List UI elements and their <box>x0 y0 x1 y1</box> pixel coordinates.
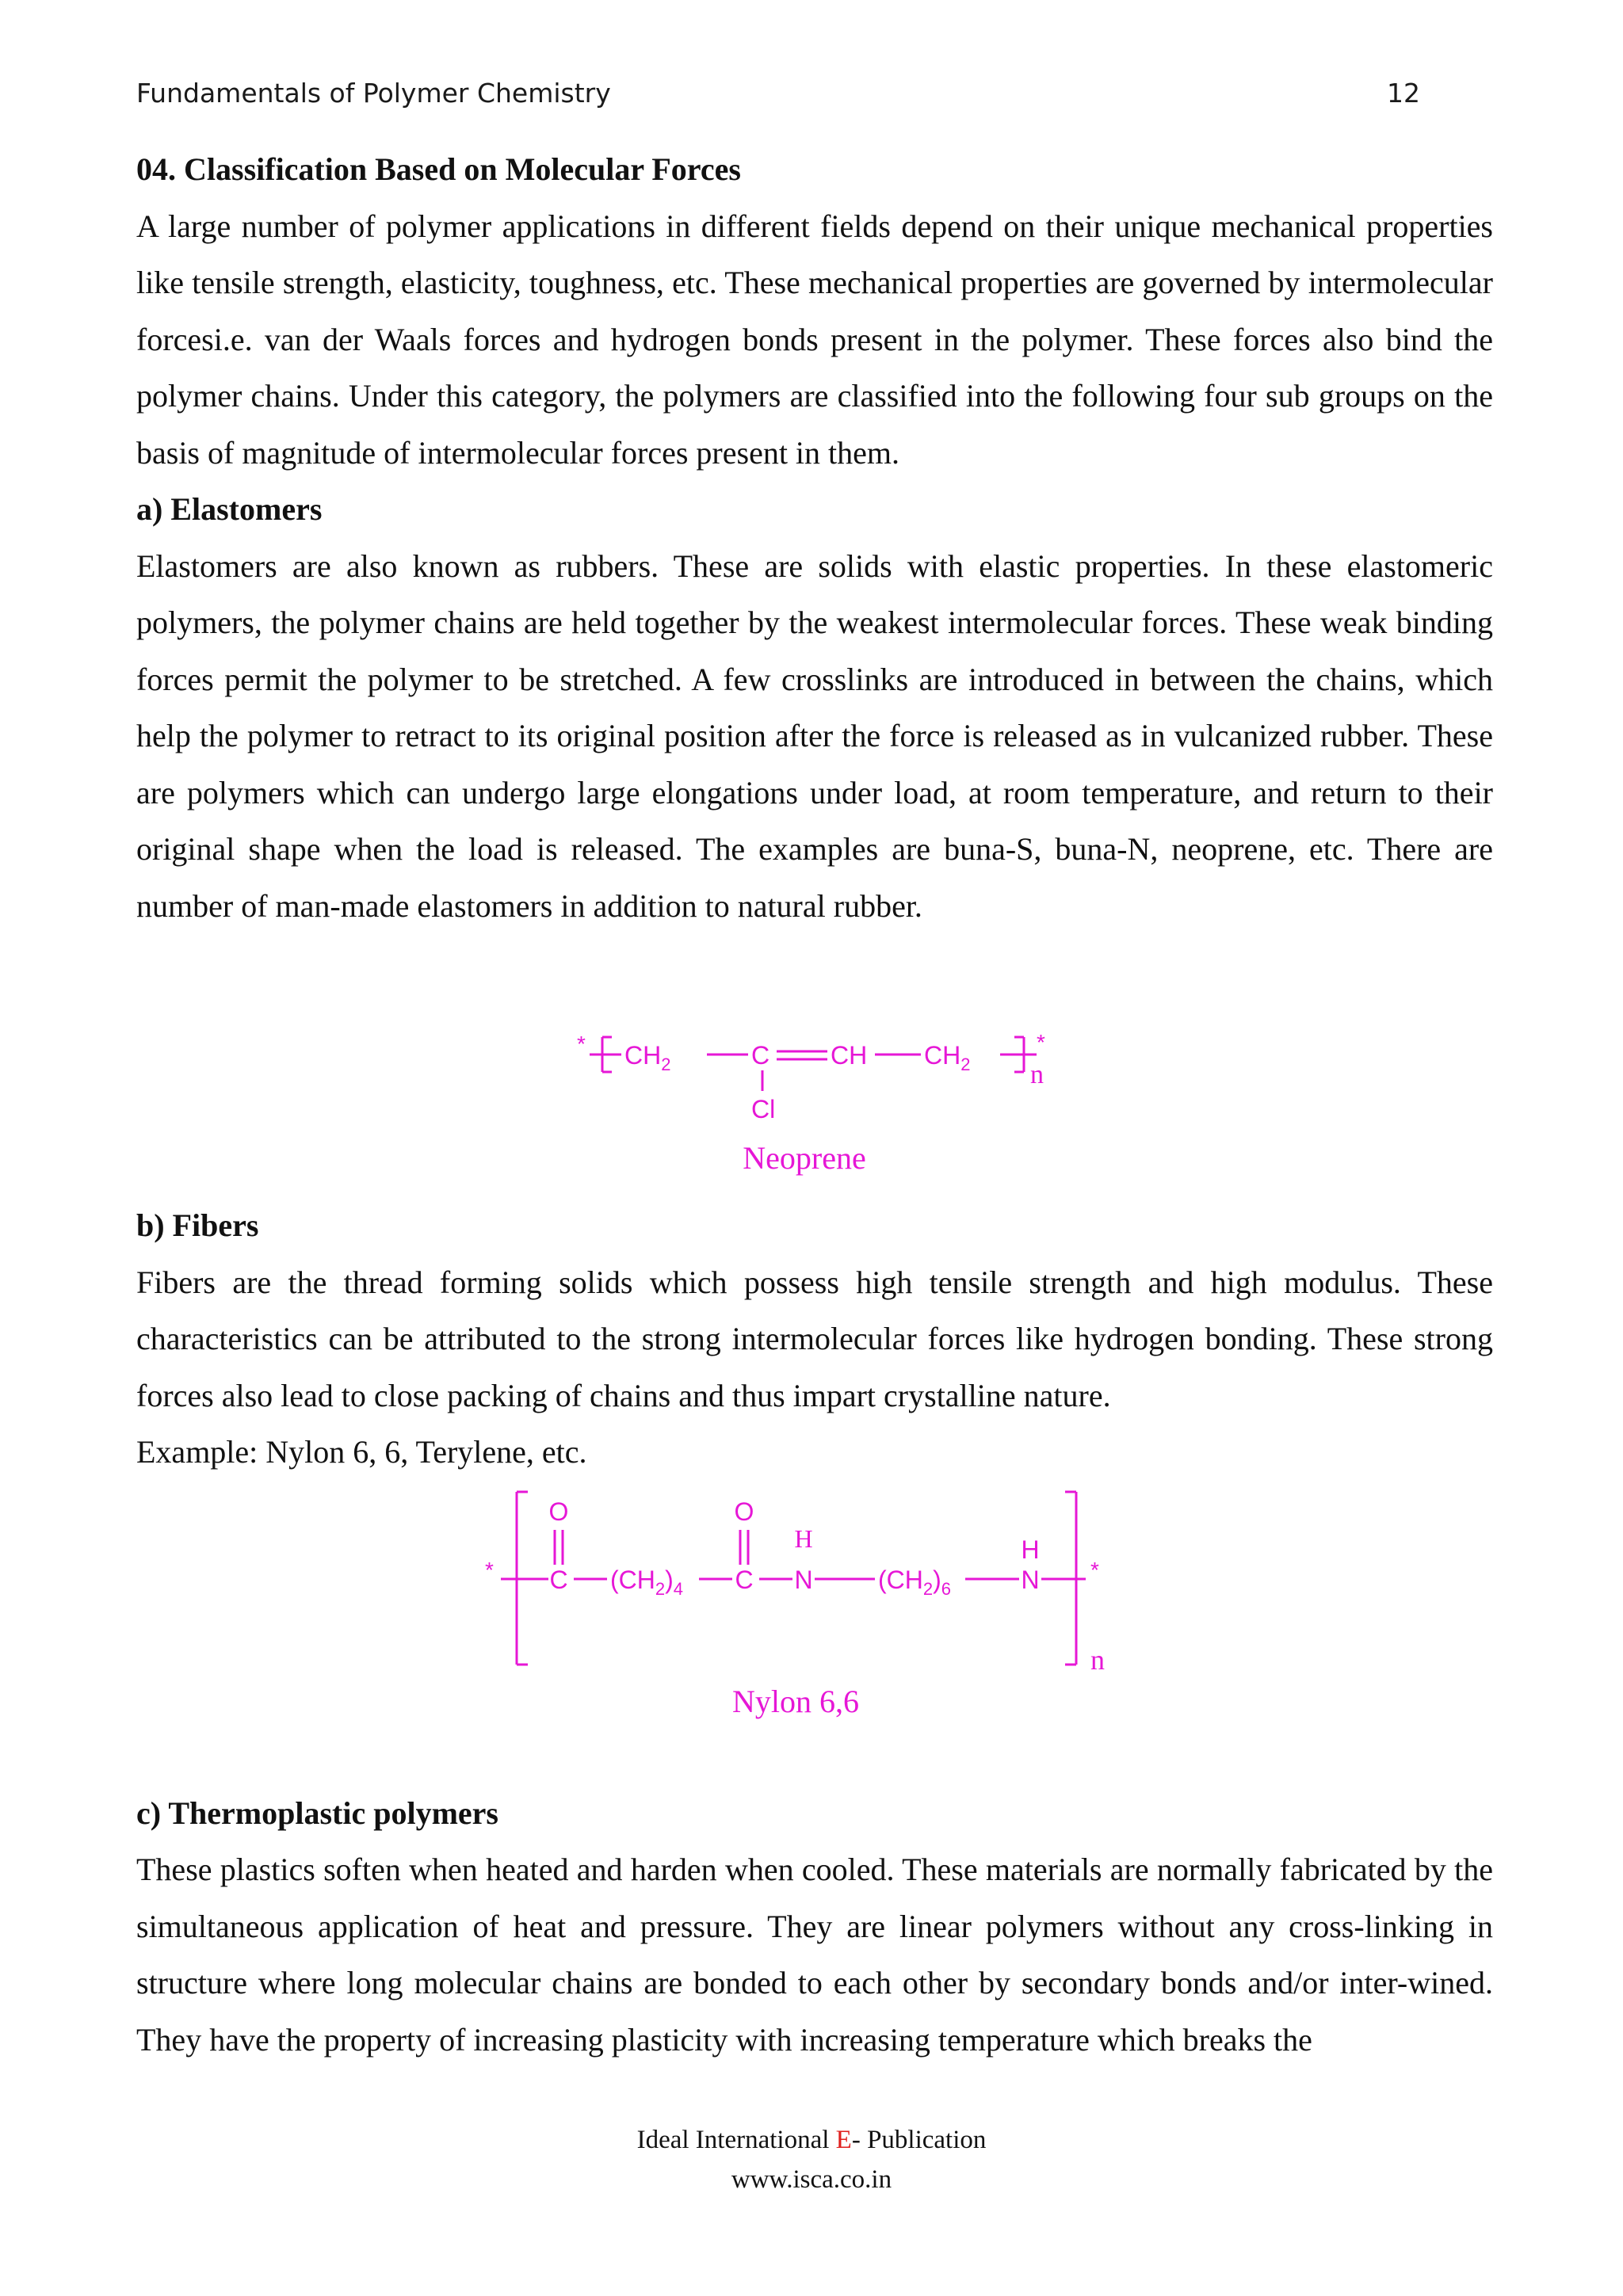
neoprene-repeat-n: n <box>1030 1060 1044 1089</box>
nylon-carbon-right: C <box>735 1565 754 1594</box>
nylon-oxygen-left: O <box>548 1497 569 1526</box>
elastomers-body: Elastomers are also known as rubbers. These are solids with elastic properties. In these elastomeric polymers, the polymer chains are held together by the weakest intermolecular forces. These weak binding forces permit the polymer to be stretched. A few crosslinks are introduced in between the chains, which help the polymer to retract to its original position after the force is released as in vulcanized rubber. These are polymers which can undergo large elongations under load, at room temperature, and return to their original shape when the load is released. The examples are buna-S, buna-N, neoprene, etc. There are number of man-made elastomers in addition to natural rubber. <box>136 547 1493 924</box>
neoprene-ch2-left: $CH_2$ <box>624 1041 671 1074</box>
nylon-hydrogen-left: H <box>794 1524 813 1553</box>
nylon-hydrogen-right: H <box>1021 1535 1040 1564</box>
publisher-website: www.isca.co.in <box>731 2165 892 2194</box>
publisher-e-letter: E <box>835 2126 852 2154</box>
nylon-oxygen-right: O <box>734 1497 754 1526</box>
neoprene-chlorine: Cl <box>751 1095 776 1123</box>
thermoplastic-heading: c) Thermoplastic polymers <box>136 1794 498 1831</box>
nylon-repeat-n: n <box>1090 1643 1105 1676</box>
nylon-end-left: * <box>485 1557 494 1582</box>
nylon-nitrogen-right: N <box>1021 1565 1040 1594</box>
section-intro: A large number of polymer applications in different fields depend on their unique mechanical properties like tensile strength, elasticity, toughness, etc. These mechanical properties are governed by intermolecular forcesi.e. van der Waals forces and hydrogen bonds present in the polymer. These forces also bind the polymer chains. Under this category, the polymers are classified into the following four sub groups on the basis of magnitude of intermolecular forces present in them. <box>136 208 1493 471</box>
neoprene-end-left: * <box>577 1032 586 1056</box>
neoprene-caption: Neoprene <box>743 1140 866 1176</box>
nylon-carbon-left: C <box>549 1565 568 1594</box>
nylon-nitrogen-left: N <box>794 1565 813 1594</box>
fibers-heading: b) Fibers <box>136 1207 259 1243</box>
page-footer <box>0 2120 1623 2199</box>
fibers-body: Fibers are the thread forming solids which possess high tensile strength and high modulus. These characteristics can be attributed to the strong intermolecular forces like hydrogen bonding. These strong forces also lead to close packing of chains and thus impart crystalline nature. <box>136 1264 1493 1413</box>
nylon-caption: Nylon 6,6 <box>732 1683 859 1719</box>
neoprene-structure-figure <box>136 934 1493 1197</box>
nylon-structure-figure <box>136 1481 1493 1785</box>
neoprene-structure <box>136 934 1493 1197</box>
publisher-line: Ideal International E- Publication <box>636 2126 987 2154</box>
neoprene-ch: CH <box>831 1041 868 1070</box>
elastomers-heading: a) Elastomers <box>136 491 323 527</box>
fibers-example: Example: Nylon 6, 6, Terylene, etc. <box>136 1434 587 1470</box>
nylon-structure <box>136 1481 1493 1785</box>
nylon-chain-6: $(CH_2)_6$ <box>878 1565 952 1599</box>
section-heading: 04. Classification Based on Molecular Forces <box>136 151 741 187</box>
book-title: Fundamentals of Polymer Chemistry <box>136 78 611 109</box>
thermoplastic-body: These plastics soften when heated and harden when cooled. These materials are normally fabricated by the simultaneous application of heat and pressure. They are linear polymers without any cross-linking in structure where long molecular chains are bonded to each other by secondary bonds and/or inter-wined. They have the property of increasing plasticity with increasing temperature which breaks the <box>136 1852 1493 2058</box>
page-content <box>136 141 1493 2068</box>
running-header <box>136 78 1420 109</box>
neoprene-ch2-right: $CH_2$ <box>924 1041 971 1074</box>
neoprene-carbon: C <box>751 1041 770 1070</box>
neoprene-end-right: * <box>1037 1030 1045 1055</box>
nylon-chain-4: $(CH_2)_4$ <box>610 1565 684 1599</box>
page-number: 12 <box>1387 78 1420 109</box>
nylon-end-right: * <box>1090 1557 1099 1582</box>
